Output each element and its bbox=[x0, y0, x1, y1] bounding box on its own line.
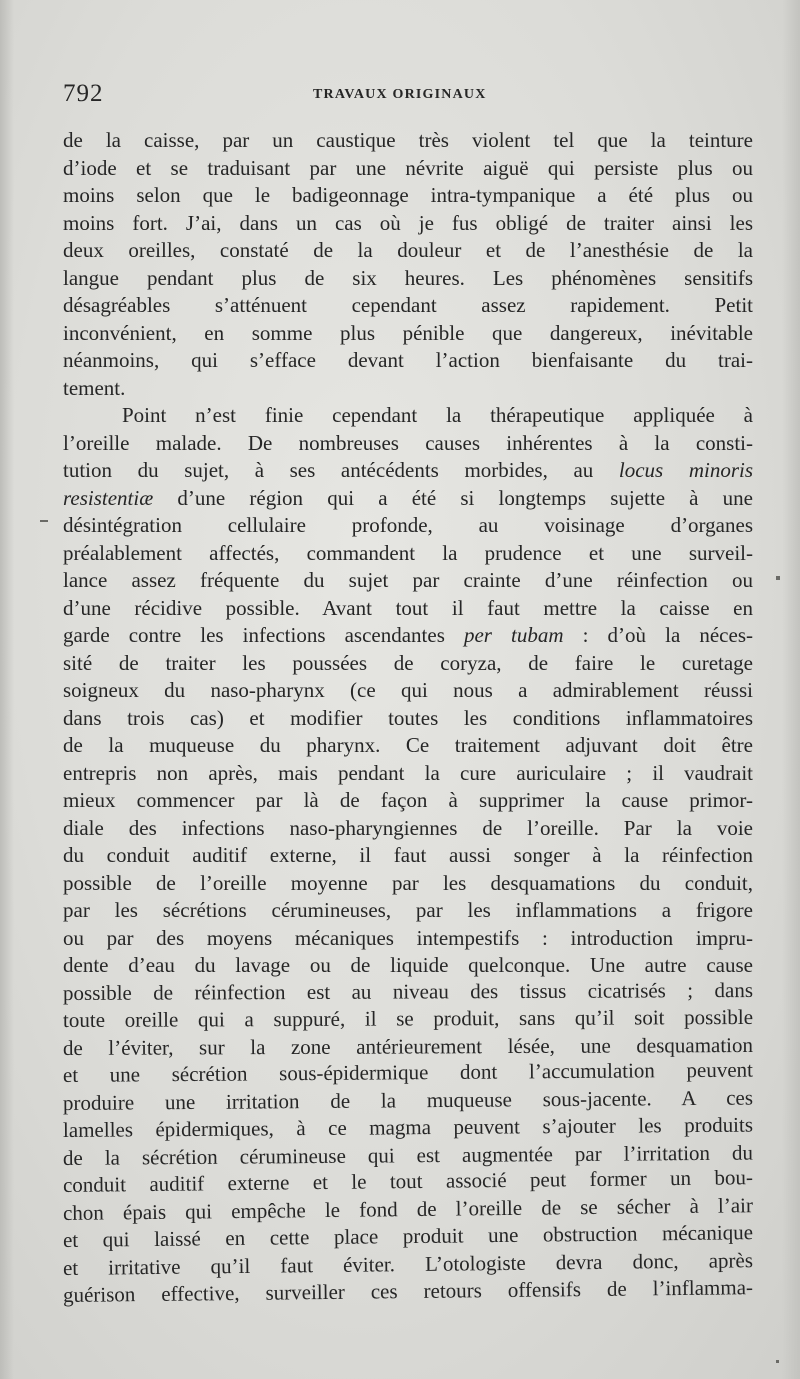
italic-phrase: locus minoris bbox=[618, 458, 753, 482]
text-line: guérison effective, surveiller ces retours offensifs de l’inflamma- bbox=[62, 1275, 754, 1307]
text-line: produire une irritation de la muqueuse sous-jacente. A ces bbox=[62, 1085, 754, 1115]
text-line: entrepris non après, mais pendant la cure auriculaire ; il vaudrait bbox=[63, 760, 753, 785]
text-line: possible de réinfection est au niveau des tissus cicatrisés ; dans bbox=[62, 977, 754, 1005]
margin-mark bbox=[776, 576, 780, 580]
text-line: de la sécrétion cérumineuse qui est augmentée par l’irritation du bbox=[62, 1140, 754, 1170]
text-line-mixed bbox=[63, 622, 753, 650]
text-line: d’une récidive possible. Avant tout il faut mettre la caisse en bbox=[63, 595, 753, 620]
text-line: ou par des moyens mécaniques intempestifs : introduction impru- bbox=[63, 925, 753, 950]
page-header bbox=[63, 80, 753, 110]
text-line: dans trois cas) et modifier toutes les conditions inflammatoires bbox=[63, 705, 753, 730]
text-line: soigneux du naso-pharynx (ce qui nous a admirablement réussi bbox=[63, 678, 753, 702]
text-line: de l’éviter, sur la zone antérieurement lésée, une desquamation bbox=[62, 1032, 754, 1060]
text-line: néanmoins, qui s’efface devant l’action bienfaisante du trai- bbox=[63, 348, 753, 372]
text-line: de la caisse, par un caustique très violent tel que la teinture bbox=[63, 128, 753, 152]
text-line: chon épais qui empêche le fond de l’oreille de se sécher à l’air bbox=[62, 1192, 754, 1225]
italic-phrase: resistentiæ bbox=[63, 485, 154, 510]
text-line: moins fort. J’ai, dans un cas où je fus obligé de traiter ainsi les bbox=[63, 210, 753, 235]
text-line: désintégration cellulaire profonde, au voisinage d’organes bbox=[63, 513, 753, 537]
text-line: par les sécrétions cérumineuses, par les inflammations a frigore bbox=[63, 898, 753, 922]
page-number: 792 bbox=[63, 80, 104, 107]
text-line-mixed bbox=[63, 457, 753, 485]
text-line: préalablement affectés, commandent la prudence et une surveil- bbox=[63, 540, 753, 565]
text-line: sité de traiter les poussées de coryza, de faire le curetage bbox=[63, 650, 753, 675]
text-line: langue pendant plus de six heures. Les phénomènes sensitifs bbox=[63, 265, 753, 290]
text-line: désagréables s’atténuent cependant assez rapidement. Petit bbox=[63, 293, 753, 317]
text-fragment: tution du sujet, à ses antécédents morbides, au bbox=[63, 458, 619, 482]
text-line: Point n’est finie cependant la thérapeutique appliquée à bbox=[122, 403, 753, 427]
text-line: mieux commencer par là de façon à supprimer la cause primor- bbox=[63, 788, 753, 812]
text-line: toute oreille qui a suppuré, il se produit, sans qu’il soit possible bbox=[62, 1004, 754, 1032]
text-line: conduit auditif externe et le tout associé peut former un bou- bbox=[62, 1165, 754, 1197]
text-line: tement. bbox=[63, 375, 126, 400]
text-line: d’iode et se traduisant par une névrite aiguë qui persiste plus ou bbox=[63, 155, 753, 180]
text-line: et qui laissé en cette place produit une obstruction mécanique bbox=[62, 1220, 754, 1252]
text-line: du conduit auditif externe, il faut aussi songer à la réinfection bbox=[63, 843, 753, 867]
text-fragment: garde contre les infections ascendantes bbox=[63, 623, 464, 647]
text-fragment: d’une région qui a été si longtemps sujette à une bbox=[177, 485, 753, 510]
text-line: de la muqueuse du pharynx. Ce traitement adjuvant doit être bbox=[63, 733, 753, 757]
text-line: diale des infections naso-pharyngiennes de l’oreille. Par la voie bbox=[63, 815, 753, 840]
body-text bbox=[63, 127, 753, 1310]
text-line: inconvénient, en somme plus pénible que dangereux, inévitable bbox=[63, 320, 753, 345]
running-head: TRAVAUX ORIGINAUX bbox=[313, 87, 487, 102]
text-line: dente d’eau du lavage ou de liquide quelconque. Une autre cause bbox=[63, 953, 753, 977]
italic-phrase: per tubam bbox=[463, 623, 564, 647]
text-line: et une sécrétion sous-épidermique dont l’accumulation peuvent bbox=[62, 1057, 754, 1087]
text-line: l’oreille malade. De nombreuses causes inhérentes à la consti- bbox=[63, 430, 753, 455]
text-line: lance assez fréquente du sujet par crainte d’une réinfection ou bbox=[63, 568, 753, 592]
text-line: et irritative qu’il faut éviter. L’otologiste devra donc, après bbox=[62, 1247, 754, 1280]
margin-mark bbox=[776, 1360, 779, 1363]
text-fragment: : d’où la néces- bbox=[563, 623, 753, 647]
text-line-mixed bbox=[63, 485, 753, 513]
margin-mark bbox=[40, 520, 48, 522]
text-line: lamelles épidermiques, à ce magma peuvent s’ajouter les produits bbox=[62, 1112, 754, 1142]
text-line: moins selon que le badigeonnage intra-tympanique a été plus ou bbox=[63, 183, 753, 207]
text-line: possible de l’oreille moyenne par les desquamations du conduit, bbox=[63, 870, 753, 895]
text-line: deux oreilles, constaté de la douleur et de l’anesthésie de la bbox=[63, 238, 753, 262]
